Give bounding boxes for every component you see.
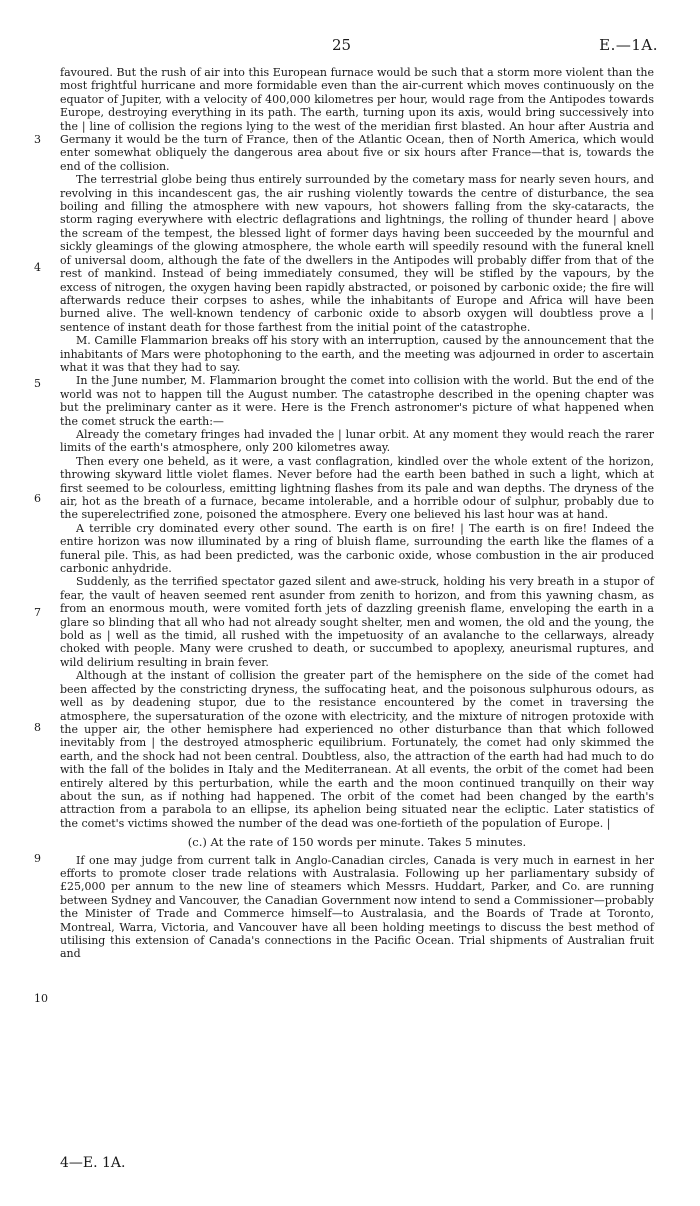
paragraph: favoured. But the rush of air into this European furnace would be such that a storm more violent than the most frightful hurricane and more formidable even than the air-current which moves continuously on the equator of Jupiter, with a velocity of 400,000 kilometres per hour, would rage from the Antipodes towards Europe, destroying everything in its path. The earth, turning upon its axis, would bring successively into the | line of collision the regions lying to the west of the meridian first blasted. An hour after Austria and Germany it would be the turn of France, then of the Atlantic Ocean, then of North America, which would enter somewhat obliquely the dangerous area about five or six hours after France—that is, towards the end of the collision. [60,66,654,173]
margin-number: 4 [34,261,41,274]
paragraph: Then every one beheld, as it were, a vast conflagration, kindled over the whole extent of the horizon, throwing skyward little violet flames. Never before had the earth been bathed in such a light, which at first seemed to be colourless, emitting lightning flashes from its pale and wan depths. The dryness of the air, hot as the breath of a furnace, became intolerable, and a horrible odour of sulphur, probably due to the superelectrified zone, poisoned the atmosphere. Every one believed his last hour was at hand. [60,454,654,522]
paragraph: Already the cometary fringes had invaded the | lunar orbit. At any moment they would reach the rarer limits of the earth's atmosphere, only 200 kilometres away. [60,427,654,455]
page-footer: 4—E. 1A. [60,1155,126,1171]
page-header [0,36,700,56]
paragraph: A terrible cry dominated every other sound. The earth is on fire! | The earth is on fire! Indeed the entire horizon was now illuminated by a ring of bluish flame, surrounding the earth like the flames of a funeral pile. This, as had been predicted, was the carbonic oxide, whose combustion in the air produced carbonic anhydride. [60,521,654,576]
paragraph: Suddenly, as the terrified spectator gazed silent and awe-struck, holding his very breath in a stupor of fear, the vault of heaven seemed rent asunder from zenith to horizon, and from this yawning chasm, as from an enormous mouth, were vomited forth jets of dazzling greenish flame, enveloping the earth in a glare so blinding that all who had not already sought shelter, men and women, the old and the young, the bold as | well as the timid, all rushed with the impetuosity of an avalanche to the cellarways, already choked with people. Many were crushed to death, or succumbed to apoplexy, aneurismal ruptures, and wild delirium resulting in brain fever. [60,575,654,669]
paragraph: In the June number, M. Flammarion brought the comet into collision with the world. But the end of the world was not to happen till the August number. The catastrophe described in the opening chapter was but the preliminary canter as it were. Here is the French astronomer's picture of what happened when the comet struck the earth:— [60,374,654,428]
margin-number: 9 [34,852,41,865]
margin-number: 10 [34,992,48,1005]
section-subheading: (c.) At the rate of 150 words per minute. Takes 5 minutes. [187,835,527,850]
margin-number: 7 [34,606,41,619]
body-text [60,66,654,961]
page-number: 25 [332,36,352,54]
margin-number: 3 [34,133,41,146]
margin-number: 8 [34,721,41,734]
margin-number: 6 [34,492,41,505]
paragraph: The terrestrial globe being thus entirely surrounded by the cometary mass for nearly seven hours, and revolving in this incandescent gas, the air rushing violently towards the centre of disturbance, the sea boiling and filling the atmosphere with new vapours, hot showers falling from the sky-cataracts, the storm raging everywhere with electric deflagrations and lightnings, the rolling of thunder heard | above the scream of the tempest, the blessed light of former days having been succeeded by the mournful and sickly gleamings of the glowing atmosphere, the whole earth will speedily resound with the funeral knell of universal doom, although the fate of the dwellers in the Antipodes will probably differ from that of the rest of mankind. Instead of being immediately consumed, they will be stifled by the vapours, by the excess of nitrogen, the oxygen having been rapidly abstracted, or poisoned by carbonic oxide; the fire will afterwards reduce their corpses to ashes, while the inhabitants of Europe and Africa will have been burned alive. The well-known tendency of carbonic oxide to absorb oxygen will doubtless prove a | sentence of instant death for those farthest from the initial point of the catastrophe. [60,173,654,334]
paragraph: If one may judge from current talk in Anglo-Canadian circles, Canada is very much in earnest in her efforts to promote closer trade relations with Australasia. Following up her parliamentary subsidy of £25,000 per annum to the new line of steamers which Messrs. Huddart, Parker, and Co. are running between Sydney and Vancouver, the Canadian Government now intend to send a Commissioner—probably the Minister of Trade and Commerce himself—to Australasia, and the Boards of Trade at Toronto, Montreal, Warra, Victoria, and Vancouver have all been holding meetings to discuss the best method of utilising this extension of Canada's connections in the Pacific Ocean. Trial shipments of Australian fruit and [60,853,654,961]
document-reference: E.—1A. [599,36,658,54]
margin-number: 5 [34,377,41,390]
paragraph: M. Camille Flammarion breaks off his story with an interruption, caused by the announcement that the inhabitants of Mars were photophoning to the earth, and the meeting was adjourned in order to ascertain what it was that they had to say. [60,334,654,374]
paragraph: Although at the instant of collision the greater part of the hemisphere on the side of the comet had been affected by the constricting dryness, the suffocating heat, and the poisonous sulphurous odours, as well as by deadening stupor, due to the resistance encountered by the comet in traversing the atmosphere, the supersaturation of the ozone with electricity, and the mixture of nitrogen protoxide with the upper air, the other hemisphere had experienced no other disturbance than that which followed inevitably from | the destroyed atmospheric equilibrium. Fortunately, the comet had only skimmed the earth, and the shock had not been central. Doubtless, also, the attraction of the earth had had much to do with the fall of the bolides in Italy and the Mediterranean. At all events, the orbit of the comet had been entirely altered by this perturbation, while the earth and the moon continued tranquilly on their way about the sun, as if nothing had happened. The orbit of the comet had been changed by the earth's attraction from a parabola to an ellipse, its aphelion being situated near the ecliptic. Later statistics of the comet's victims showed the number of the dead was one-fortieth of the population of Europe. | [60,669,654,830]
